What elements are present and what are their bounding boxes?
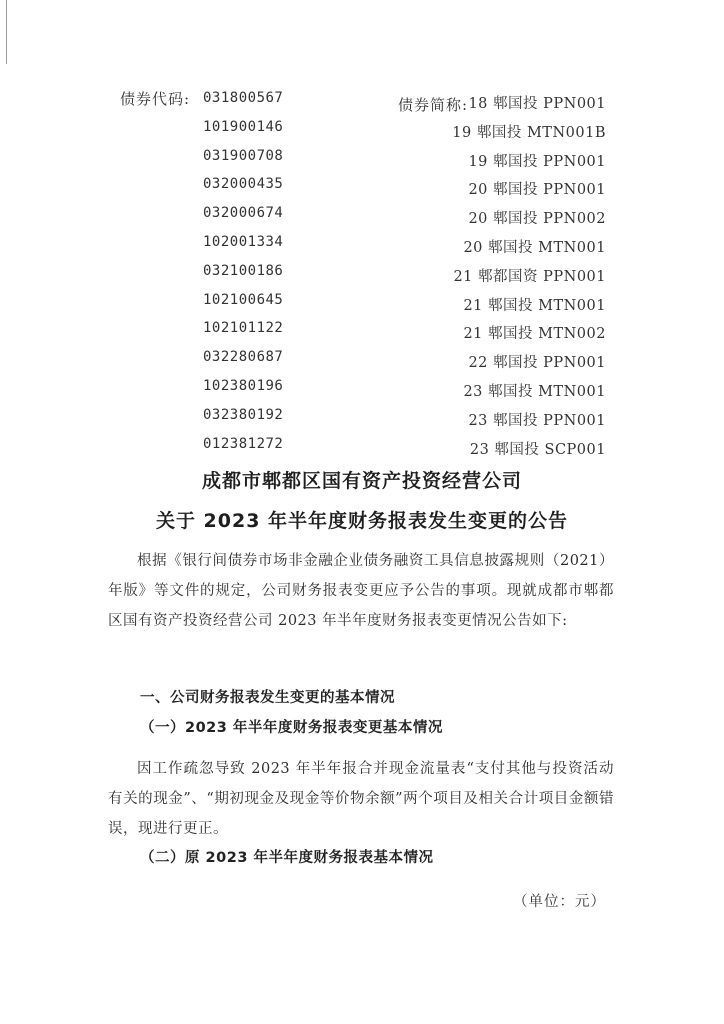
- bond-code: 102380196: [203, 377, 284, 394]
- bond-name-label: 债券简称:: [398, 96, 469, 114]
- bond-code: 031900708: [203, 147, 284, 164]
- bond-name-list: [452, 94, 606, 468]
- bond-code: 102101122: [203, 320, 284, 337]
- bond-short-name: 19 郫国投 MTN001B: [452, 124, 606, 141]
- bond-short-name: 23 郫国投 MTN001: [463, 383, 606, 400]
- bond-code: 032100186: [203, 262, 284, 279]
- scan-edge-line: [6, 0, 7, 64]
- bond-short-name: 20 郫国投 PPN002: [468, 211, 606, 228]
- bond-code: 032380192: [203, 406, 284, 423]
- subsection-heading-1-1: （一）2023 年半年度财务报表变更基本情况: [140, 720, 443, 736]
- bond-code: 102100645: [203, 291, 284, 308]
- unit-note: （单位：元）: [513, 894, 606, 910]
- bond-code-list: [203, 88, 283, 462]
- change-reason-paragraph: 因工作疏忽导致 2023 年半年报合并现金流量表“支付其他与投资活动有关的现金”、“期初现金及现金等价物余额”两个项目及相关合计项目金额错误，现进行更正。: [108, 761, 614, 837]
- bond-short-name: 22 郫国投 PPN001: [468, 355, 606, 372]
- bond-short-name: 20 郫国投 PPN001: [468, 182, 606, 199]
- bond-code: 032280687: [203, 349, 284, 366]
- bond-short-name: 21 郫都国资 PPN001: [453, 268, 606, 285]
- bond-short-name: 23 郫国投 SCP001: [469, 441, 606, 458]
- section-heading-1: 一、公司财务报表发生变更的基本情况: [140, 690, 395, 706]
- bond-short-name: 21 郫国投 MTN001: [463, 297, 606, 314]
- bond-code: 032000674: [203, 205, 284, 222]
- bond-code: 032000435: [203, 176, 284, 193]
- subsection-heading-1-2: （二）原 2023 年半年度财务报表基本情况: [140, 850, 434, 866]
- bond-short-name: 23 郫国投 PPN001: [468, 412, 606, 429]
- intro-paragraph: 根据《银行间债券市场非金融企业债务融资工具信息披露规则（2021）年版》等文件的规定，公司财务报表变更应予公告的事项。现就成都市郫都区国有资产投资经营公司 2023 年半年度财务报表变更情况公告如下:: [108, 553, 614, 629]
- bond-short-name: 18 郫国投 PPN001: [468, 96, 606, 112]
- bond-code: 012381272: [203, 435, 284, 452]
- announcement-title-subject: 关于 2023 年半年度财务报表发生变更的公告: [155, 510, 569, 532]
- bond-code-label: 债券代码:: [120, 90, 191, 108]
- bond-short-name: 20 郫国投 MTN001: [463, 239, 606, 256]
- bond-short-name: 19 郫国投 PPN001: [468, 153, 606, 170]
- bond-code: 101900146: [203, 118, 284, 135]
- bond-code: 031800567: [203, 90, 284, 106]
- bond-code: 102001334: [203, 233, 284, 250]
- announcement-title-company: 成都市郫都区国有资产投资经营公司: [201, 470, 522, 492]
- bond-short-name: 21 郫国投 MTN002: [463, 326, 606, 343]
